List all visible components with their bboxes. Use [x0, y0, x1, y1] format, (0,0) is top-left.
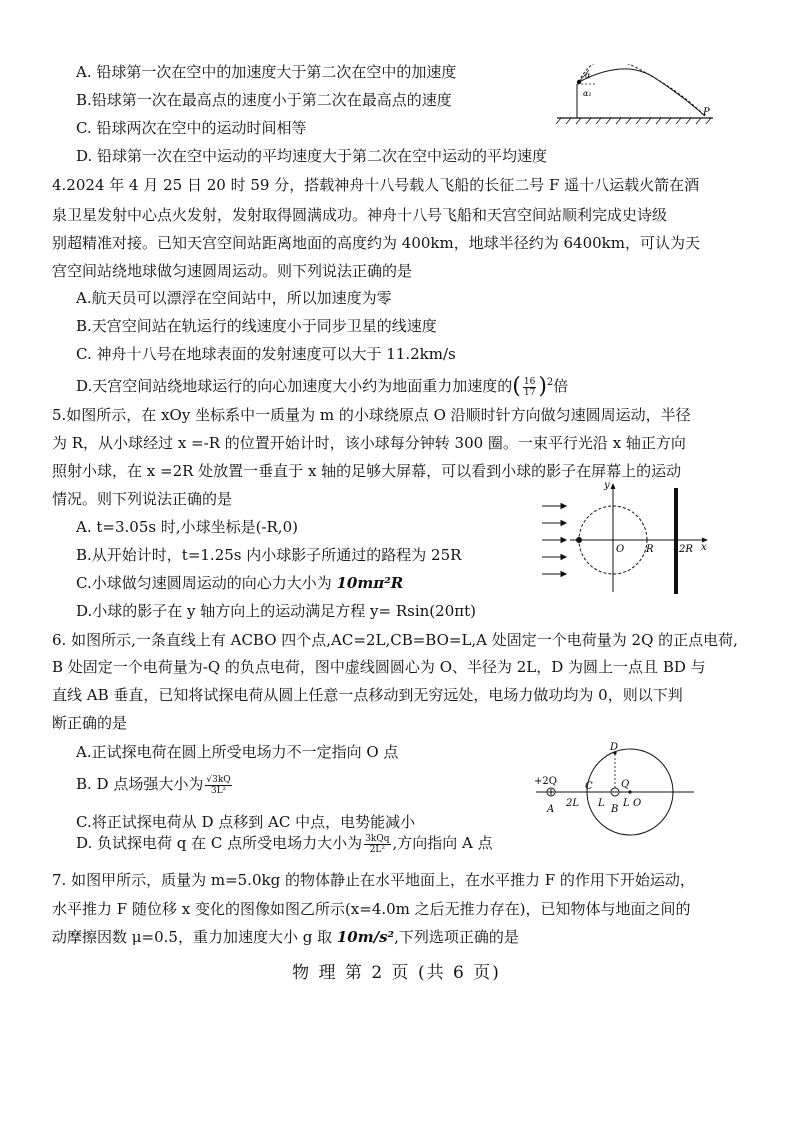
- q3-option-c: C. 铅球两次在空中的运动时间相等: [76, 119, 307, 137]
- q6-charge-figure: [530, 740, 700, 838]
- point-b-label: B: [611, 804, 619, 815]
- q6-stem-line2: B 处固定一个电荷量为-Q 的负点电荷，图中虚线圆圆心为 O、半径为 2L，D 为圆上一点且 BD 与: [52, 658, 706, 676]
- length-l-label-1: L: [598, 798, 605, 809]
- q6-option-a: A.正试探电荷在圆上所受电场力不一定指向 O 点: [76, 743, 399, 761]
- q4-fraction: [523, 377, 536, 398]
- q4-option-b: B.天宫空间站在轨运行的线速度小于同步卫星的线速度: [76, 317, 437, 335]
- origin-label: O: [616, 544, 625, 555]
- q3-option-b: B.铅球第一次在最高点的速度小于第二次在最高点的速度: [76, 91, 452, 109]
- q4-stem-line2: 泉卫星发射中心点火发射，发射取得圆满成功。神舟十八号飞船和天宫空间站顺利完成史诗级: [52, 206, 668, 224]
- alpha1-label: α₁: [583, 89, 592, 98]
- q6-d-fraction-num: 3kQq: [365, 833, 390, 844]
- point-a-label: A: [547, 804, 555, 815]
- alpha-label: α: [585, 71, 591, 80]
- q6-stem-line1: 6. 如图所示,一条直线上有 ACBO 四个点,AC=2L,CB=BO=L,A 处固定一个电荷量为 2Q 的正点电荷,: [52, 631, 738, 649]
- q4-stem-line1: 4.2024 年 4 月 25 日 20 时 59 分，搭载神舟十八号载人飞船的长征二号 F 遥十八运载火箭在酒: [52, 176, 700, 194]
- point-p-label: P: [703, 107, 710, 118]
- q5-option-c: [76, 573, 403, 593]
- q3-option-a: A. 铅球第一次在空中的加速度大于第二次在空中的加速度: [76, 63, 457, 81]
- q4-fraction-num: 16: [523, 376, 536, 387]
- q7-stem-line2: 水平推力 F 随位移 x 变化的图像如图乙所示(x=4.0m 之后无推力存在)，已知物体与地面之间的: [52, 900, 691, 918]
- point-o-label: O: [633, 798, 642, 809]
- q4-option-d-suffix: 倍: [553, 377, 569, 395]
- q5-stem-line4: 情况。则下列说法正确的是: [52, 490, 233, 508]
- q6-stem-line3: 直线 AB 垂直，已知将试探电荷从圆上任意一点移动到无穷远处，电场力做功均为 0，则以下判: [52, 686, 683, 704]
- q4-option-c: C. 神舟十八号在地球表面的发射速度可以大于 11.2km/s: [76, 345, 456, 363]
- q6-d-fraction-den: 2L²: [369, 844, 385, 855]
- q3-trajectory-figure: [555, 64, 715, 128]
- x-axis-label: x: [701, 542, 707, 553]
- q5-stem-line3: 照射小球，在 x =2R 处放置一垂直于 x 轴的足够大屏幕，可以看到小球的影子在屏幕上的运动: [52, 462, 682, 480]
- q6-option-d-text: D. 负试探电荷 q 在 C 点所受电场力大小为: [76, 834, 363, 852]
- length-2l-label: 2L: [566, 798, 580, 809]
- q4-stem-line4: 宫空间站绕地球做匀速圆周运动。则下列说法正确的是: [52, 262, 413, 280]
- length-l-label-2: L: [623, 798, 630, 809]
- q7-stem-line3-text: 动摩擦因数 μ=0.5，重力加速度大小 g 取: [52, 928, 333, 946]
- q6-b-fraction: [205, 775, 231, 796]
- q6-option-c: C.将正试探电荷从 D 点移到 AC 中点，电势能减小: [76, 813, 416, 831]
- two-r-label: 2R: [679, 544, 693, 555]
- q5-stem-line2: 为 R，从小球经过 x =-R 的位置开始计时，该小球每分钟转 300 圈。一束平行光沿 x 轴正方向: [52, 434, 686, 452]
- q5-option-a: A. t=3.05s 时,小球坐标是(-R,0): [76, 518, 298, 536]
- q6-option-b-text: B. D 点场强大小为: [76, 775, 204, 793]
- q4-fraction-den: 17: [523, 387, 536, 398]
- page-footer: 物 理 第 2 页 (共 6 页): [292, 963, 501, 983]
- q4-option-a: A.航天员可以漂浮在空间站中，所以加速度为零: [76, 289, 392, 307]
- q7-gravity-value: 10m/s²: [336, 928, 395, 946]
- radius-label: R: [646, 544, 654, 555]
- q5-stem-line1: 5.如图所示，在 xOy 坐标系中一质量为 m 的小球绕原点 O 沿顺时针方向做匀速圆周运动，半径: [52, 406, 691, 424]
- q6-option-d-suffix: ,方向指向 A 点: [392, 834, 493, 852]
- point-c-label: C: [585, 781, 593, 792]
- charge-q-label: Q: [621, 779, 630, 790]
- q7-stem-line3: [52, 927, 519, 947]
- q5-circle-figure: [540, 478, 712, 596]
- q6-stem-line4: 断正确的是: [52, 714, 128, 732]
- q7-stem-line3-suffix: ,下列选项正确的是: [394, 928, 519, 946]
- q4-stem-line3: 别超精准对接。已知天宫空间站距离地面的高度约为 400km，地球半径约为 6400km，可认为天: [52, 234, 700, 252]
- q4-option-d: D.天宫空间站绕地球运行的向心加速度大小约为地面重力加速度的( $\frac{16}{17}$ )$^2$倍: [76, 374, 569, 399]
- q6-d-fraction: [364, 834, 390, 855]
- q6-b-fraction-num: √3kQ: [206, 774, 231, 785]
- q6-option-b: [76, 771, 234, 797]
- q4-exponent: 2: [546, 377, 554, 388]
- q5-centripetal-formula: 10mπ²R: [336, 574, 404, 592]
- point-d-label: D: [610, 742, 619, 753]
- q6-b-fraction-den: 3L²: [210, 785, 227, 796]
- q5-option-c-text: C.小球做匀速圆周运动的向心力大小为: [76, 574, 332, 592]
- q5-option-b: B.从开始计时，t=1.25s 内小球影子所通过的路程为 25R: [76, 546, 462, 564]
- q7-stem-line1: 7. 如图甲所示，质量为 m=5.0kg 的物体静止在水平地面上，在水平推力 F 的作用下开始运动，: [52, 871, 695, 889]
- charge-2q-label: +2Q: [534, 776, 557, 787]
- q4-option-d-text: D.天宫空间站绕地球运行的向心加速度大小约为地面重力加速度的: [76, 377, 513, 395]
- y-axis-label: y: [604, 480, 610, 491]
- q6-option-d: [76, 830, 493, 856]
- q3-option-d: D. 铅球第一次在空中运动的平均速度大于第二次在空中运动的平均速度: [76, 147, 548, 165]
- q5-option-d: D.小球的影子在 y 轴方向上的运动满足方程 y= Rsin(20πt): [76, 602, 476, 620]
